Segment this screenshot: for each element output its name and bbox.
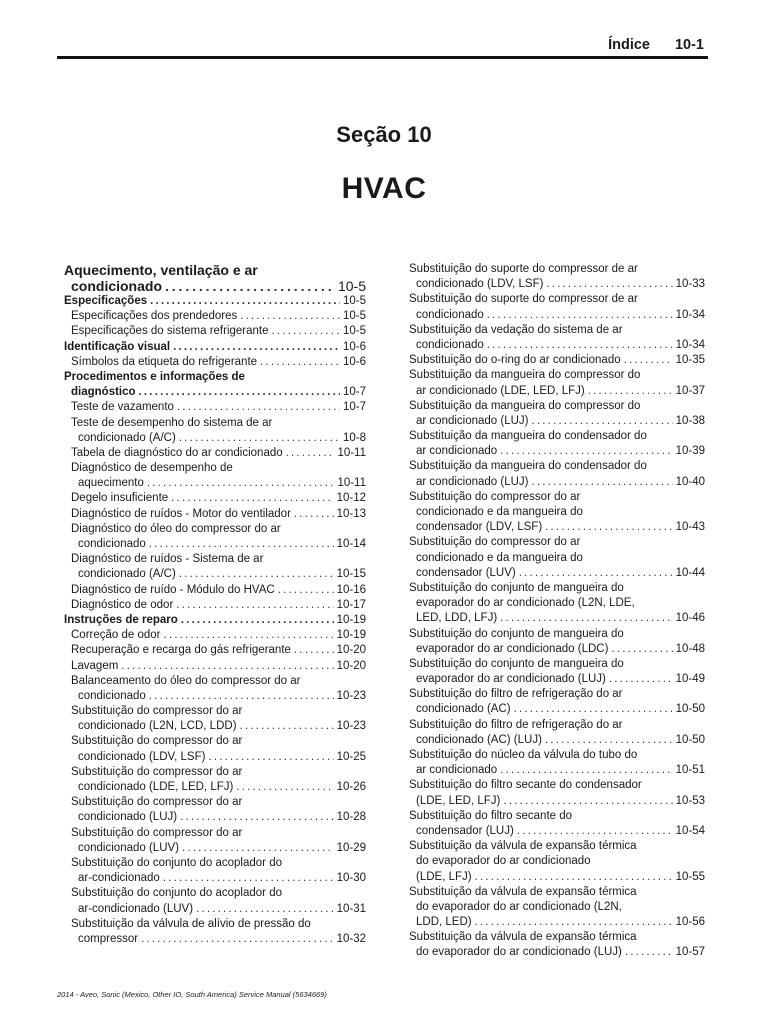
toc-entry (64, 917, 366, 932)
toc-entry-title: condicionado (LUJ) (78, 811, 178, 824)
toc-entry-page: 10-17 (336, 598, 366, 611)
toc-entry-page: 10-23 (336, 720, 366, 733)
toc-leader-dots (532, 475, 673, 490)
toc-entry-page: 10-20 (336, 659, 366, 672)
section-name: HVAC (341, 172, 427, 205)
toc-entry-title: Identificação visual (64, 340, 171, 353)
toc-entry-title: Substituição do conjunto do acoplador do (71, 856, 282, 869)
toc-entry-page: 10-35 (675, 354, 705, 367)
toc-entry-page: 10-44 (675, 566, 705, 579)
toc-entry (409, 414, 705, 429)
toc-entry-title: Degelo insuficiente (71, 492, 169, 505)
toc-entry-page: 10-50 (675, 703, 705, 716)
toc-leader-dots (609, 672, 673, 687)
toc-leader-dots (141, 932, 334, 947)
toc-entry-title: Diagnóstico de ruídos - Sistema de ar (71, 553, 264, 566)
toc-entry-title: condicionado e da mangueira do (416, 551, 583, 564)
toc-entry (64, 537, 366, 552)
toc-entry-title: Substituição do filtro de refrigeração do ar (409, 688, 623, 701)
toc-entry-page: 10-19 (336, 629, 366, 642)
toc-entry-title: condicionado (416, 308, 484, 321)
toc-leader-dots (272, 324, 340, 339)
toc-leader-dots (611, 642, 672, 657)
toc-entry (409, 308, 705, 323)
toc-entry (409, 551, 705, 566)
toc-entry (409, 672, 705, 687)
toc-entry-page: 10-5 (342, 325, 366, 338)
header-rule (57, 56, 708, 59)
toc-entry-title: condicionado (78, 689, 146, 702)
toc-entry-title: ar condicionado (LUJ) (416, 414, 529, 427)
toc-entry-page: 10-11 (337, 446, 366, 459)
toc-entry-page: 10-53 (675, 794, 705, 807)
toc-entry (409, 520, 705, 535)
toc-entry (409, 733, 705, 748)
toc-leader-dots (236, 780, 333, 795)
page-header (57, 37, 708, 55)
toc-leader-dots (149, 689, 334, 704)
toc-entry-page: 10-29 (336, 841, 366, 854)
toc-entry (409, 627, 705, 642)
toc-entry (64, 476, 366, 491)
toc-entry-title: Substituição da válvula de expansão térmica (409, 885, 637, 898)
toc-entry-page: 10-48 (675, 642, 705, 655)
toc-entry-page: 10-51 (675, 764, 705, 777)
toc-entry-title: condensador (LUV) (416, 566, 516, 579)
toc-entry (64, 355, 366, 370)
toc-entry (64, 278, 366, 294)
toc-entry-title: (LDE, LED, LFJ) (416, 794, 501, 807)
toc-entry (64, 416, 366, 431)
toc-entry-title: evaporador do ar condicionado (LUJ) (416, 673, 606, 686)
section-title: Seção 10 (336, 122, 432, 147)
toc-leader-dots (240, 309, 340, 324)
toc-leader-dots (294, 507, 334, 522)
toc-entry-title: condicionado e da mangueira do (416, 506, 583, 518)
toc-leader-dots (196, 902, 334, 917)
toc-leader-dots (545, 520, 672, 535)
toc-entry-page: 10-7 (342, 386, 366, 399)
toc-entry-page: 10-46 (675, 612, 705, 625)
toc-leader-dots (179, 431, 340, 446)
toc-entry (64, 431, 366, 446)
toc-entry-page: 10-40 (675, 475, 705, 488)
toc-entry (409, 338, 705, 353)
toc-entry-title: condicionado (71, 278, 162, 294)
toc-entry (409, 794, 705, 809)
toc-entry-title: Diagnóstico de desempenho de (71, 462, 233, 475)
toc-entry (64, 262, 366, 278)
toc-leader-dots (546, 277, 672, 292)
toc-entry-page: 10-39 (675, 445, 705, 458)
toc-entry-title: Substituição do compressor do ar (409, 536, 581, 549)
toc-entry-page: 10-38 (675, 414, 705, 427)
toc-entry-title: condicionado (78, 538, 146, 550)
toc-entry-title: condicionado (LDV, LSF) (416, 278, 544, 291)
toc-leader-dots (179, 567, 334, 582)
toc-leader-dots (475, 870, 673, 885)
header-page-number: 10-1 (674, 37, 704, 53)
toc-entry-page: 10-20 (336, 644, 366, 657)
toc-entry-title: compressor (78, 932, 139, 945)
toc-leader-dots (164, 628, 334, 643)
toc-entry-title: Substituição do conjunto de mangueira do (409, 627, 624, 640)
toc-entry-page: 10-5 (342, 295, 366, 307)
toc-entry-page: 10-34 (675, 338, 705, 351)
toc-entry (64, 613, 366, 628)
toc-entry-title: condensador (LUJ) (416, 824, 514, 837)
toc-entry-title: Substituição do o-ring do ar condicionado (409, 354, 621, 367)
toc-leader-dots (121, 659, 333, 674)
toc-entry (64, 598, 366, 613)
toc-entry-title: Substituição da mangueira do compressor do (409, 369, 641, 382)
toc-entry (64, 628, 366, 643)
toc-entry-title: Procedimentos e informações de (64, 370, 245, 383)
toc-leader-dots (182, 841, 334, 856)
toc-entry-page: 10-33 (675, 278, 705, 291)
toc-entry (64, 522, 366, 537)
toc-entry-page: 10-31 (336, 902, 366, 915)
toc-entry (409, 262, 705, 277)
toc-entry-page: 10-32 (336, 932, 366, 945)
toc-entry-title: (LDE, LFJ) (416, 870, 472, 883)
toc-entry (409, 277, 705, 292)
toc-entry-title: Aquecimento, ventilação e ar (64, 262, 258, 278)
toc-entry (409, 581, 705, 596)
toc-entry-title: Substituição do núcleo da válvula do tubo do (409, 749, 638, 761)
toc-entry (409, 885, 705, 900)
toc-entry-title: condicionado (A/C) (78, 431, 176, 444)
toc-entry-title: condicionado (AC) (416, 703, 511, 716)
toc-entry-title: ar condicionado (416, 764, 498, 777)
toc-entry-page: 10-5 (342, 310, 366, 323)
toc-leader-dots (503, 794, 672, 809)
toc-entry-title: Substituição do filtro secante do condensador (409, 779, 642, 792)
toc-entry (64, 400, 366, 415)
toc-entry-title: ar condicionado (LUJ) (416, 475, 529, 488)
toc-entry-title: Substituição do conjunto de mangueira do (409, 581, 624, 594)
toc-entry (409, 444, 705, 459)
toc-entry-title: ar condicionado (LDE, LED, LFJ) (416, 384, 585, 397)
toc-entry-page: 10-57 (675, 946, 705, 959)
toc-entry (409, 596, 705, 611)
toc-entry-page: 10-8 (342, 431, 366, 444)
toc-entry-page: 10-54 (675, 824, 705, 837)
toc-entry (64, 446, 366, 461)
toc-entry-page: 10-26 (336, 781, 366, 793)
toc-entry-title: LED, LDD, LFJ) (416, 612, 498, 625)
toc-entry-title: Substituição da válvula de alívio de pressão do (71, 917, 311, 930)
toc-leader-dots (171, 491, 333, 506)
toc-entry-page: 10-28 (336, 811, 366, 824)
toc-entry-page: 10-30 (336, 872, 366, 885)
toc-entry (409, 687, 705, 702)
toc-entry-title: evaporador do ar condicionado (L2N, LDE, (416, 597, 635, 610)
toc-leader-dots (624, 353, 673, 368)
toc-entry-title: condicionado (A/C) (78, 568, 176, 581)
toc-entry-title: Substituição do filtro secante do (409, 809, 573, 822)
toc-entry (409, 763, 705, 778)
toc-entry-title: Substituição do filtro de refrigeração do ar (409, 718, 623, 731)
toc-entry (64, 704, 366, 719)
toc-entry-title: Especificações do sistema refrigerante (71, 325, 269, 338)
toc-leader-dots (208, 750, 333, 765)
toc-entry-title: Tabela de diagnóstico do ar condicionado (71, 446, 283, 459)
toc-entry (64, 902, 366, 917)
toc-entry-title: Diagnóstico de ruídos - Motor do ventilador (71, 507, 291, 520)
toc-entry-page: 10-50 (675, 733, 705, 746)
toc-entry-title: do evaporador do ar condicionado (416, 855, 591, 868)
toc-entry-title: aquecimento (78, 477, 144, 490)
header-index-label: Índice (608, 37, 650, 53)
toc-entry-title: condicionado (416, 338, 484, 351)
toc-entry (409, 535, 705, 550)
toc-entry (409, 611, 705, 626)
toc-leader-dots (294, 643, 334, 658)
toc-entry-title: Substituição do conjunto do acoplador do (71, 887, 282, 900)
toc-entry (64, 871, 366, 886)
toc-entry (409, 399, 705, 414)
toc-entry-title: Diagnóstico de odor (71, 598, 174, 611)
toc-entry (409, 854, 705, 869)
toc-entry-title: Substituição do compressor do ar (71, 765, 243, 778)
toc-entry (64, 370, 366, 385)
toc-entry (409, 809, 705, 824)
toc-entry-page: 10-6 (342, 340, 366, 353)
toc-entry-title: condicionado (LUV) (78, 841, 180, 854)
toc-entry (64, 324, 366, 339)
toc-leader-dots (139, 385, 340, 400)
toc-entry (409, 292, 705, 307)
toc-entry (64, 461, 366, 476)
toc-entry (409, 748, 705, 763)
toc-entry (409, 642, 705, 657)
toc-entry (64, 719, 366, 734)
toc-entry-title: Diagnóstico do óleo do compressor do ar (71, 522, 281, 535)
toc-entry-title: do evaporador do ar condicionado (LUJ) (416, 946, 622, 959)
toc-leader-dots (165, 278, 335, 294)
toc-leader-dots (500, 763, 672, 778)
toc-entry (64, 750, 366, 765)
toc-entry-title: Instruções de reparo (64, 613, 178, 626)
toc-entry-title: Balanceamento do óleo do compressor do ar (71, 674, 301, 687)
toc-entry-page: 10-25 (336, 750, 366, 763)
toc-entry-page: 10-37 (675, 384, 705, 397)
toc-entry (64, 886, 366, 901)
toc-entry-title: Correção de odor (71, 629, 161, 642)
toc-leader-dots (163, 871, 334, 886)
toc-entry (64, 567, 366, 582)
toc-entry-title: LDD, LED) (416, 916, 472, 929)
toc-entry (64, 659, 366, 674)
toc-entry (409, 490, 705, 505)
toc-entry-title: Substituição da vedação do sistema de ar (409, 323, 623, 336)
toc-leader-dots (147, 476, 335, 491)
toc-entry-title: Lavagem (71, 659, 119, 672)
toc-entry-title: condicionado (AC) (LUJ) (416, 733, 542, 746)
toc-entry-title: Substituição do compressor do ar (71, 826, 243, 839)
toc-entry-page: 10-13 (336, 507, 366, 520)
toc-right-column (409, 262, 705, 961)
toc-entry-title: Especificações (64, 295, 148, 307)
toc-entry-page: 10-11 (337, 477, 366, 490)
toc-entry-page: 10-12 (336, 492, 366, 505)
toc-entry-title: condicionado (LDV, LSF) (78, 750, 206, 763)
toc-entry (409, 566, 705, 581)
toc-leader-dots (500, 611, 672, 626)
toc-entry-page: 10-5 (337, 278, 366, 294)
toc-entry-title: do evaporador do ar condicionado (L2N, (416, 900, 622, 913)
toc-entry (64, 841, 366, 856)
toc-entry-title: Teste de desempenho do sistema de ar (71, 416, 273, 429)
toc-entry (409, 429, 705, 444)
toc-entry (64, 826, 366, 841)
toc-entry-title: Substituição da mangueira do compressor do (409, 399, 641, 412)
toc-entry (64, 385, 366, 400)
toc-leader-dots (278, 583, 334, 598)
toc-leader-dots (475, 915, 673, 930)
toc-leader-dots (532, 414, 673, 429)
toc-entry (64, 795, 366, 810)
toc-entry (64, 674, 366, 689)
toc-leader-dots (176, 598, 333, 613)
toc-entry-page: 10-43 (675, 521, 705, 534)
toc-leader-dots (588, 384, 673, 399)
toc-entry-title: Substituição do compressor do ar (71, 735, 243, 748)
toc-entry-page: 10-56 (675, 916, 705, 929)
toc-leader-dots (286, 446, 335, 461)
toc-entry-title: Diagnóstico de ruído - Módulo do HVAC (71, 583, 275, 596)
toc-leader-dots (180, 810, 333, 825)
toc-entry (409, 384, 705, 399)
toc-entry-title: Substituição do suporte do compressor de ar (409, 263, 638, 275)
toc-entry-title: condicionado (LDE, LED, LFJ) (78, 781, 234, 793)
toc-entry-title: evaporador do ar condicionado (LDC) (416, 642, 609, 655)
toc-leader-dots (625, 945, 673, 960)
toc-entry-title: Substituição da válvula de expansão térmica (409, 931, 637, 944)
toc-entry (409, 915, 705, 930)
toc-entry (64, 491, 366, 506)
toc-leader-dots (487, 308, 673, 323)
toc-entry-title: condicionado (L2N, LCD, LDD) (78, 720, 237, 733)
toc-entry (64, 507, 366, 522)
toc-entry (409, 930, 705, 945)
toc-leader-dots (519, 566, 673, 581)
toc-entry (409, 368, 705, 383)
toc-entry-title: Especificações dos prendedores (71, 310, 238, 323)
toc-entry (64, 294, 366, 309)
toc-entry (409, 657, 705, 672)
toc-entry (409, 778, 705, 793)
toc-leader-dots (240, 719, 334, 734)
toc-entry (64, 765, 366, 780)
toc-entry-page: 10-16 (336, 583, 366, 596)
toc-entry (64, 780, 366, 795)
toc-entry-page: 10-55 (675, 870, 705, 883)
toc-entry-title: ar-condicionado (LUV) (78, 902, 194, 915)
toc-leader-dots (181, 613, 334, 628)
toc-entry-title: Substituição da válvula de expansão térmica (409, 840, 637, 853)
toc-leader-dots (177, 400, 340, 415)
toc-entry-title: Recuperação e recarga do gás refrigerante (71, 644, 291, 657)
toc-leader-dots (500, 444, 672, 459)
toc-entry (409, 839, 705, 854)
toc-entry (409, 702, 705, 717)
toc-leader-dots (514, 702, 673, 717)
toc-entry (409, 505, 705, 520)
toc-entry-title: ar-condicionado (78, 872, 160, 885)
toc-leader-dots (149, 537, 334, 552)
toc-entry (409, 475, 705, 490)
toc-entry (409, 353, 705, 368)
toc-entry (409, 323, 705, 338)
toc-entry (64, 552, 366, 567)
toc-entry (64, 340, 366, 355)
toc-entry-title: Substituição da mangueira do condensador do (409, 430, 647, 443)
toc-left-column (64, 262, 366, 947)
toc-entry-title: Substituição do conjunto de mangueira do (409, 657, 624, 670)
toc-entry-page: 10-49 (675, 673, 705, 686)
toc-leader-dots (487, 338, 673, 353)
toc-leader-dots (173, 340, 340, 355)
toc-entry-title: Substituição do compressor do ar (71, 705, 243, 718)
toc-entry (64, 689, 366, 704)
toc-entry-page: 10-34 (675, 308, 705, 321)
toc-entry (409, 900, 705, 915)
toc-entry-title: Substituição da mangueira do condensador do (409, 460, 647, 473)
toc-entry (409, 870, 705, 885)
toc-leader-dots (545, 733, 673, 748)
toc-entry (64, 932, 366, 947)
toc-leader-dots (517, 824, 673, 839)
toc-entry-title: condensador (LDV, LSF) (416, 521, 543, 534)
toc-entry (64, 856, 366, 871)
toc-entry (409, 824, 705, 839)
toc-entry (64, 643, 366, 658)
toc-entry-title: Teste de vazamento (71, 401, 174, 414)
page-footer: 2014 - Aveo, Sonic (Mexico, Other IO, South America) Service Manual (5634669) (57, 990, 327, 999)
toc-entry-page: 10-6 (342, 355, 366, 368)
toc-entry-page: 10-14 (336, 538, 366, 550)
toc-entry (409, 718, 705, 733)
toc-entry-title: Símbolos da etiqueta do refrigerante (71, 355, 258, 368)
toc-entry-page: 10-15 (336, 568, 366, 581)
toc-entry-title: Substituição do suporte do compressor de ar (409, 293, 638, 306)
toc-entry (409, 459, 705, 474)
toc-leader-dots (150, 294, 340, 309)
toc-entry-title: Substituição do compressor do ar (71, 796, 243, 809)
toc-entry-page: 10-7 (342, 401, 366, 414)
toc-entry-page: 10-23 (336, 689, 366, 702)
toc-entry-title: Substituição do compressor do ar (409, 490, 581, 503)
toc-entry (64, 583, 366, 598)
toc-entry (64, 810, 366, 825)
toc-entry-title: ar condicionado (416, 445, 498, 458)
toc-leader-dots (260, 355, 340, 370)
toc-entry-page: 10-19 (336, 613, 366, 626)
toc-entry (64, 309, 366, 324)
toc-entry (409, 945, 705, 960)
toc-entry (64, 734, 366, 749)
toc-entry-title: diagnóstico (71, 386, 136, 399)
